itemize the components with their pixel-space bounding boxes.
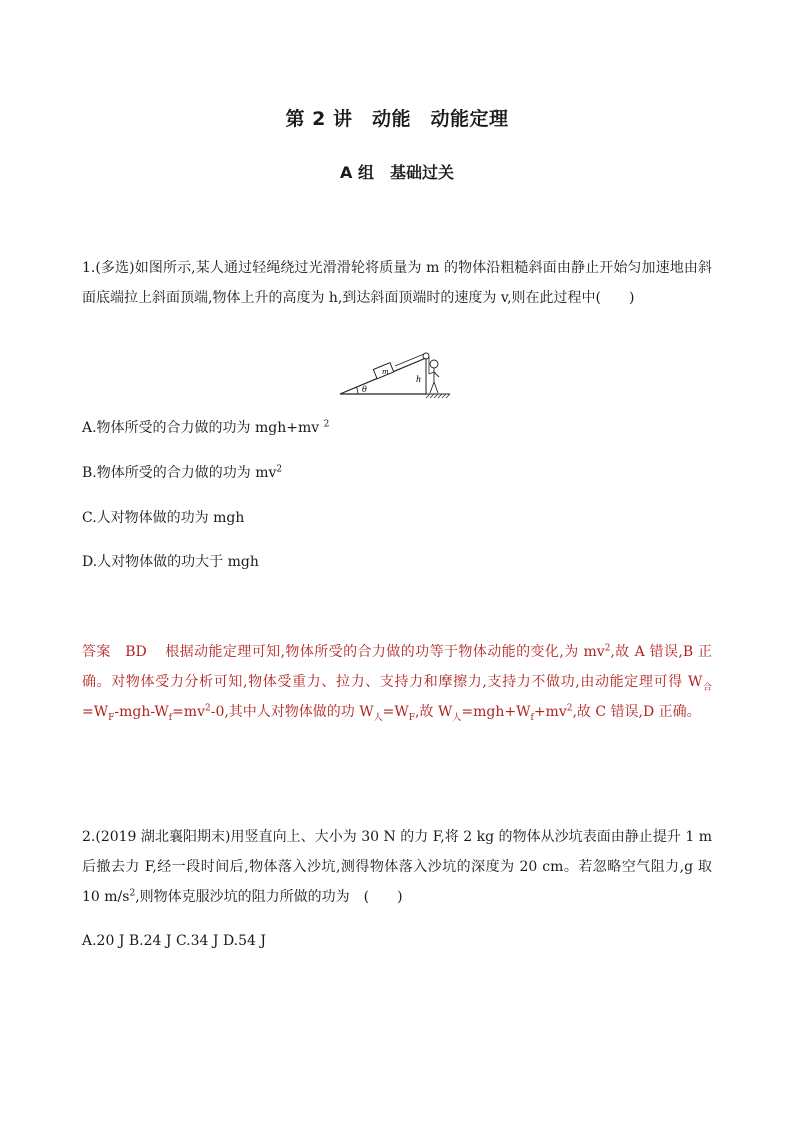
question-1-stem: 1.(多选)如图所示,某人通过轻绳绕过光滑滑轮将质量为 m 的物体沿粗糙斜面由静止开始匀加速地由斜面底端拉上斜面顶端,物体上升的高度为 h,到达斜面顶端时的速度为 v,则在此过程中( ): [82, 260, 712, 306]
rope: [395, 354, 424, 366]
answer-label: 答案 BD: [82, 644, 147, 660]
incline-pulley-figure: [338, 352, 468, 404]
page-title: 第 2 讲 动能 动能定理: [285, 108, 509, 130]
option-b: B.物体所受的合力做的功为 $mv^2$: [82, 464, 283, 481]
question-2-stem: 2.(2019 湖北襄阳期末)用竖直向上、大小为 30 N 的力 F,将 2 kg 的物体从沙坑表面由静止提升 1 m 后撤去力 F,经一段时间后,物体落入沙坑,测得物体落入沙坑的深度为 20 cm。若忽略空气阻力,g 取 10 $m/s^2$,则物体克服沙坑的阻力所做的功为 ( ): [82, 829, 712, 905]
person-head: [430, 360, 438, 368]
option-c: C.人对物体做的功为 mgh: [82, 510, 245, 526]
angle-label: θ: [362, 385, 367, 394]
option-a: A.物体所受的合力做的功为 mgh+mv $^2$: [82, 419, 330, 436]
block-label: m: [382, 368, 389, 376]
answer-1: 答案 BD 根据动能定理可知,物体所受的合力做的功等于物体动能的变化,为 $mv^2$,故 A 错误,B 正确。对物体受力分析可知,物体受重力、拉力、支持力和摩擦力,支持力不做功,由动能定理可得 $W_合=W_F-mgh-W_f=mv^2-0$,其中人对物体做的功 $W_人=W_F$,故 $W_人=mgh+W_f+mv^2$,故 C 错误,D 正确。: [82, 643, 712, 723]
height-label: h: [416, 375, 422, 384]
pulley: [423, 353, 429, 359]
angle-arc: [357, 387, 358, 394]
section-title: A 组 基础过关: [340, 163, 454, 182]
question-2-options: A.20 J B.24 J C.34 J D.54 J: [82, 933, 266, 949]
option-d: D.人对物体做的功大于 mgh: [82, 554, 259, 570]
